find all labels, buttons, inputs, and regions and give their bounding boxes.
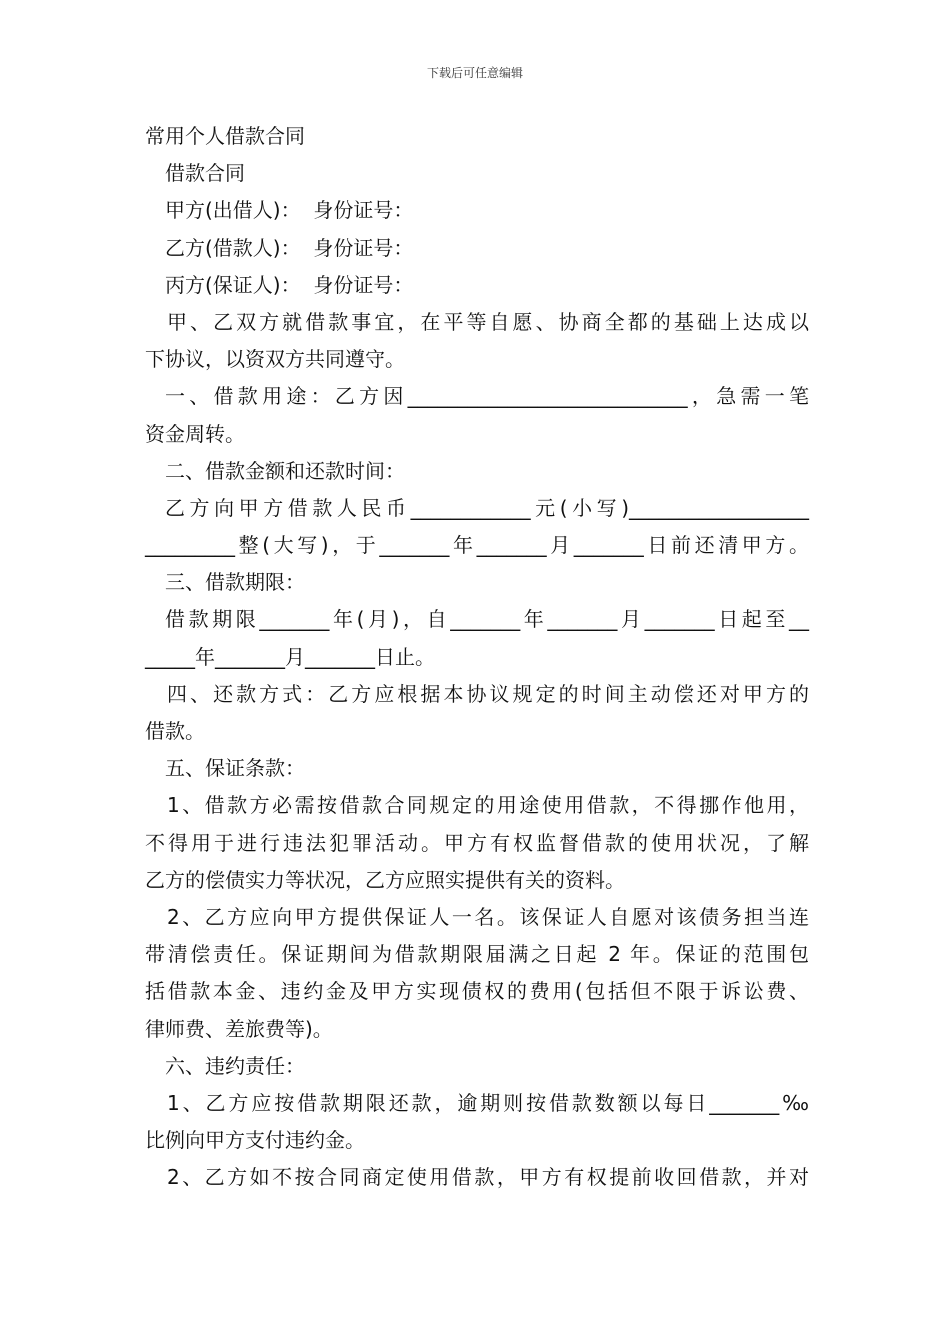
paragraph-line: 1、乙方应按借款期限还款，逾期则按借款数额以每日_______‰ bbox=[167, 1090, 809, 1115]
paragraph-line: 常用个人借款合同 bbox=[145, 124, 305, 148]
paragraph-line: 乙方的偿债实力等状况，乙方应照实提供有关的资料。 bbox=[145, 867, 625, 892]
paragraph-line: 2、乙方应向甲方提供保证人一名。该保证人自愿对该债务担当连 bbox=[167, 904, 809, 929]
paragraph-line: _________整(大写)，于_______年_______月_______日前还清甲方。 bbox=[145, 533, 809, 558]
paragraph-line: 二、借款金额和还款时间： bbox=[165, 458, 405, 483]
paragraph-line: _____年_______月_______日止。 bbox=[145, 644, 435, 669]
paragraph-line: 六、违约责任： bbox=[165, 1053, 305, 1078]
paragraph-line: 带清偿责任。保证期间为借款期限届满之日起 2 年。保证的范围包 bbox=[145, 942, 809, 967]
paragraph-line: 借款。 bbox=[145, 719, 205, 743]
paragraph-line: 律师费、差旅费等)。 bbox=[145, 1016, 333, 1041]
paragraph-line: 2、乙方如不按合同商定使用借款，甲方有权提前收回借款，并对 bbox=[167, 1165, 809, 1190]
paragraph-line: 甲、乙双方就借款事宜，在平等自愿、协商全都的基础上达成以 bbox=[167, 309, 809, 334]
paragraph-line: 借款期限_______年(月)，自_______年_______月_______日起至__ bbox=[165, 607, 809, 632]
paragraph-line: 乙方向甲方借款人民币____________元(小写)__________________ bbox=[165, 495, 809, 520]
paragraph-line: 1、借款方必需按借款合同规定的用途使用借款，不得挪作他用， bbox=[167, 793, 809, 818]
document-body bbox=[145, 118, 809, 1196]
paragraph-line: 四、还款方式：乙方应根据本协议规定的时间主动偿还对甲方的 bbox=[167, 681, 809, 706]
paragraph-line: 乙方(借款人)： 身份证号： bbox=[165, 235, 414, 260]
page-header: 下载后可任意编辑 bbox=[426, 66, 523, 80]
paragraph-line: 一、借款用途：乙方因____________________________，急需一笔 bbox=[165, 384, 809, 409]
paragraph-line: 资金周转。 bbox=[145, 421, 245, 446]
paragraph-line: 甲方(出借人)： 身份证号： bbox=[165, 198, 414, 223]
paragraph-line: 借款合同 bbox=[165, 161, 245, 186]
paragraph-line: 括借款本金、违约金及甲方实现债权的费用(包括但不限于诉讼费、 bbox=[145, 979, 809, 1004]
paragraph-line: 比例向甲方支付违约金。 bbox=[145, 1128, 365, 1153]
paragraph-line: 三、借款期限： bbox=[165, 570, 305, 595]
paragraph-line: 下协议，以资双方共同遵守。 bbox=[145, 347, 405, 372]
paragraph-line: 丙方(保证人)： 身份证号： bbox=[165, 272, 414, 297]
paragraph-line: 五、保证条款： bbox=[165, 756, 305, 781]
paragraph-line: 不得用于进行违法犯罪活动。甲方有权监督借款的使用状况，了解 bbox=[145, 830, 809, 855]
